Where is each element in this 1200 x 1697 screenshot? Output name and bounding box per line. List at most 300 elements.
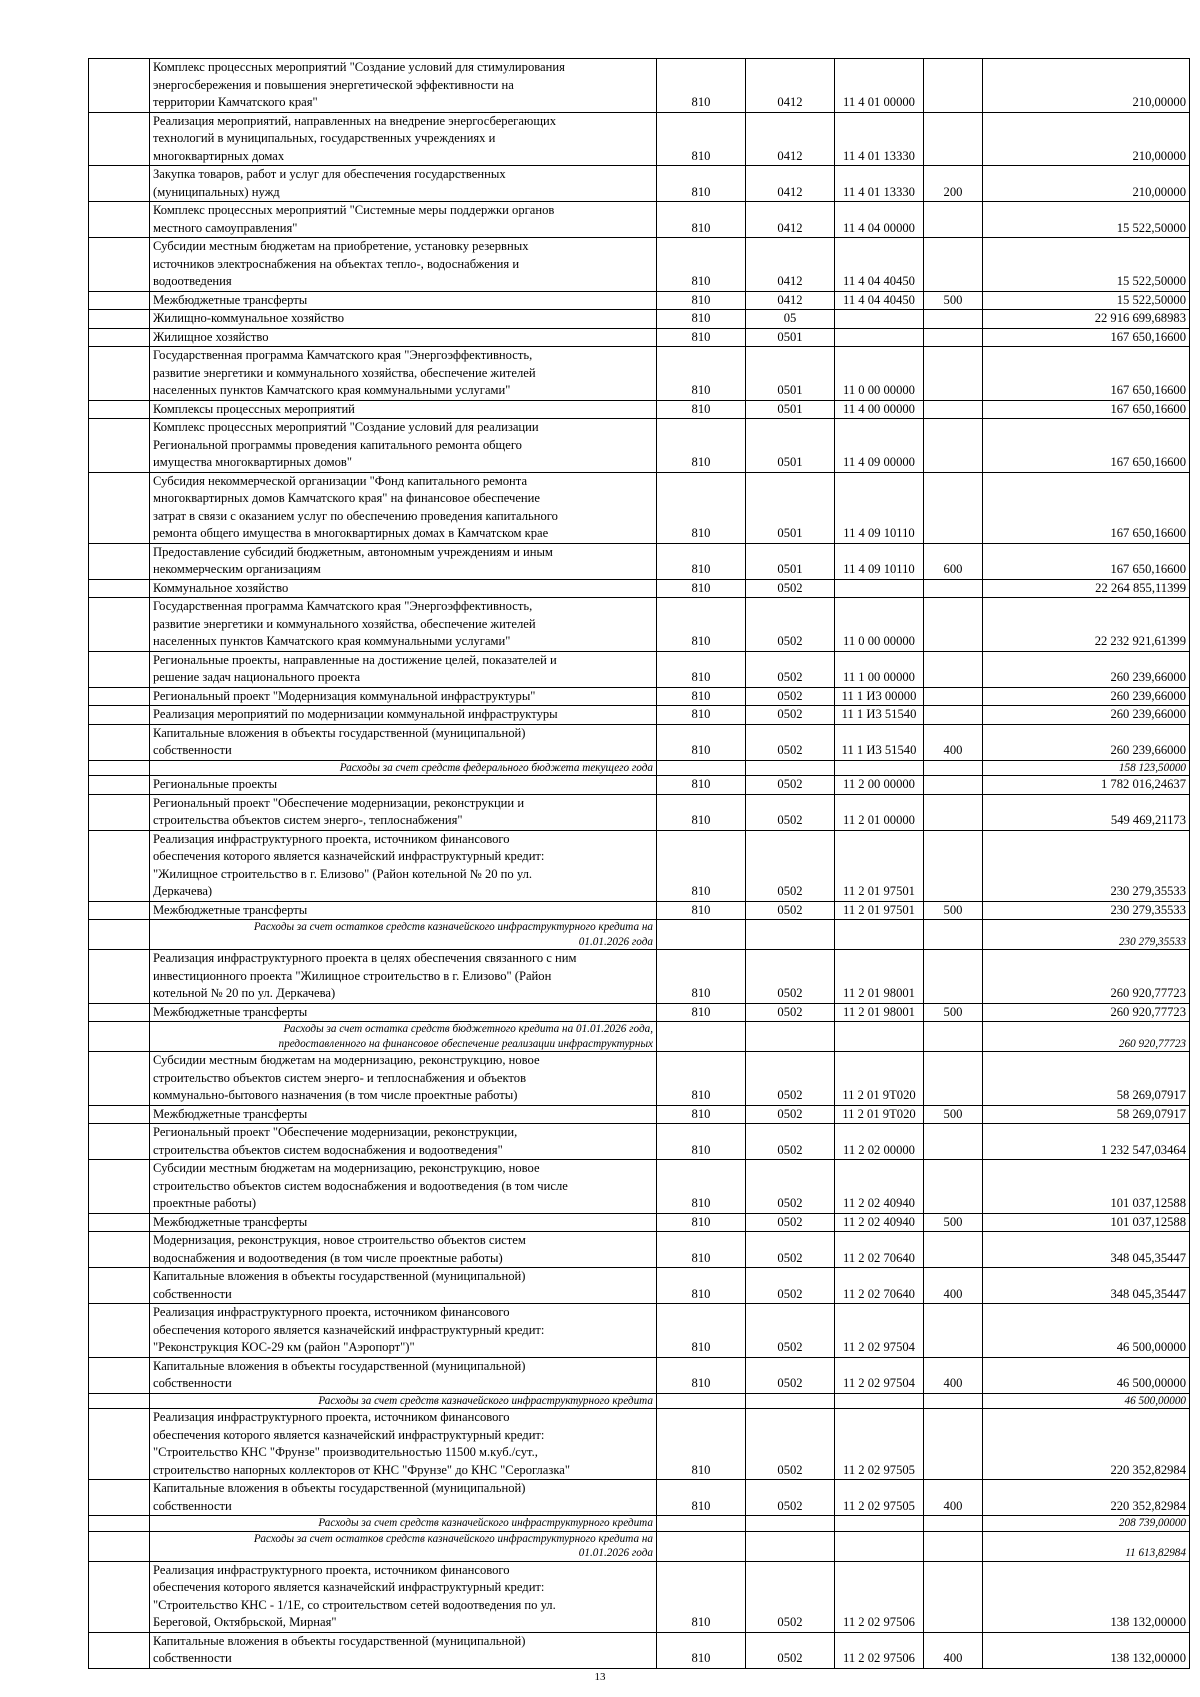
row-index-cell bbox=[89, 1105, 150, 1124]
table-row bbox=[89, 1213, 1190, 1232]
row-index-cell bbox=[89, 1393, 150, 1409]
table-row bbox=[89, 1003, 1190, 1022]
target-article-cell: 11 4 09 00000 bbox=[835, 419, 924, 473]
target-article-cell bbox=[835, 328, 924, 347]
table-row-note bbox=[89, 760, 1190, 776]
section-code-cell: 0502 bbox=[746, 1268, 835, 1304]
section-code-cell: 0502 bbox=[746, 1632, 835, 1668]
row-index-cell bbox=[89, 59, 150, 113]
expense-type-cell: 500 bbox=[924, 1003, 983, 1022]
expense-type-cell: 600 bbox=[924, 543, 983, 579]
table-row-note bbox=[89, 1531, 1190, 1561]
expense-type-cell bbox=[924, 328, 983, 347]
grbs-code-cell: 810 bbox=[657, 112, 746, 166]
section-code-cell: 05 bbox=[746, 310, 835, 329]
amount-cell: 15 522,50000 bbox=[983, 202, 1190, 238]
expense-type-cell bbox=[924, 794, 983, 830]
grbs-code-cell: 810 bbox=[657, 472, 746, 543]
amount-cell: 210,00000 bbox=[983, 166, 1190, 202]
budget-table-page bbox=[88, 58, 1186, 1669]
expense-type-cell bbox=[924, 1304, 983, 1358]
section-code-cell bbox=[746, 1393, 835, 1409]
row-index-cell bbox=[89, 1052, 150, 1106]
target-article-cell bbox=[835, 1516, 924, 1532]
expense-type-cell: 400 bbox=[924, 1357, 983, 1393]
section-code-cell: 0502 bbox=[746, 651, 835, 687]
target-article-cell: 11 2 02 97505 bbox=[835, 1409, 924, 1480]
target-article-cell: 11 2 02 40940 bbox=[835, 1160, 924, 1214]
expense-name-cell: Капитальные вложения в объекты государственной (муниципальной) собственности bbox=[150, 724, 657, 760]
table-row bbox=[89, 1632, 1190, 1668]
target-article-cell bbox=[835, 1393, 924, 1409]
section-code-cell: 0501 bbox=[746, 328, 835, 347]
amount-cell: 46 500,00000 bbox=[983, 1304, 1190, 1358]
amount-cell: 138 132,00000 bbox=[983, 1561, 1190, 1632]
table-row bbox=[89, 166, 1190, 202]
section-code-cell: 0502 bbox=[746, 579, 835, 598]
amount-cell: 260 239,66000 bbox=[983, 651, 1190, 687]
table-row bbox=[89, 1480, 1190, 1516]
expense-type-cell bbox=[924, 1124, 983, 1160]
expense-name-cell: Реализация инфраструктурного проекта в целях обеспечения связанного с ним инвестиционного проекта "Жилищное строительство в г. Елизово" (Район котельной № 20 по ул. Деркачева) bbox=[150, 950, 657, 1004]
table-row-note bbox=[89, 1516, 1190, 1532]
grbs-code-cell bbox=[657, 1516, 746, 1532]
amount-cell: 11 613,82984 bbox=[983, 1531, 1190, 1561]
target-article-cell: 11 4 01 00000 bbox=[835, 59, 924, 113]
target-article-cell bbox=[835, 1022, 924, 1052]
row-index-cell bbox=[89, 347, 150, 401]
expense-type-cell bbox=[924, 920, 983, 950]
expense-name-cell: Межбюджетные трансферты bbox=[150, 1213, 657, 1232]
table-row bbox=[89, 1160, 1190, 1214]
target-article-cell bbox=[835, 1531, 924, 1561]
grbs-code-cell: 810 bbox=[657, 1409, 746, 1480]
target-article-cell: 11 2 01 98001 bbox=[835, 1003, 924, 1022]
row-index-cell bbox=[89, 776, 150, 795]
target-article-cell: 11 2 02 70640 bbox=[835, 1232, 924, 1268]
expense-name-cell: Капитальные вложения в объекты государственной (муниципальной) собственности bbox=[150, 1480, 657, 1516]
target-article-cell: 11 4 04 40450 bbox=[835, 291, 924, 310]
table-row-note bbox=[89, 920, 1190, 950]
amount-cell: 260 239,66000 bbox=[983, 687, 1190, 706]
amount-cell: 549 469,21173 bbox=[983, 794, 1190, 830]
row-index-cell bbox=[89, 112, 150, 166]
grbs-code-cell: 810 bbox=[657, 1268, 746, 1304]
row-index-cell bbox=[89, 830, 150, 901]
table-row bbox=[89, 724, 1190, 760]
expense-name-cell: Комплекс процессных мероприятий "Создание условий для стимулирования энергосбережения и повышения энергетической эффективности на территории Камчатского края" bbox=[150, 59, 657, 113]
row-index-cell bbox=[89, 1124, 150, 1160]
amount-cell: 220 352,82984 bbox=[983, 1409, 1190, 1480]
expense-type-cell: 500 bbox=[924, 901, 983, 920]
amount-cell: 260 239,66000 bbox=[983, 724, 1190, 760]
row-index-cell bbox=[89, 543, 150, 579]
target-article-cell: 11 4 04 40450 bbox=[835, 238, 924, 292]
expense-type-cell bbox=[924, 1561, 983, 1632]
expense-type-cell bbox=[924, 651, 983, 687]
expense-type-cell bbox=[924, 1516, 983, 1532]
amount-cell: 1 232 547,03464 bbox=[983, 1124, 1190, 1160]
row-index-cell bbox=[89, 950, 150, 1004]
amount-cell: 22 232 921,61399 bbox=[983, 598, 1190, 652]
row-index-cell bbox=[89, 598, 150, 652]
expense-type-cell bbox=[924, 59, 983, 113]
section-code-cell: 0502 bbox=[746, 1357, 835, 1393]
row-index-cell bbox=[89, 651, 150, 687]
target-article-cell bbox=[835, 310, 924, 329]
row-index-cell bbox=[89, 238, 150, 292]
section-code-cell: 0412 bbox=[746, 238, 835, 292]
expense-name-cell: Субсидии местным бюджетам на модернизацию, реконструкцию, новое строительство объектов систем энерго- и теплоснабжения и объектов коммунально-бытового назначения (в том числе проектные работы) bbox=[150, 1052, 657, 1106]
section-code-cell: 0502 bbox=[746, 901, 835, 920]
expense-name-cell: Региональный проект "Модернизация коммунальной инфраструктуры" bbox=[150, 687, 657, 706]
expense-name-cell: Модернизация, реконструкция, новое строительство объектов систем водоснабжения и водоотведения (в том числе проектные работы) bbox=[150, 1232, 657, 1268]
table-row bbox=[89, 776, 1190, 795]
target-article-cell: 11 0 00 00000 bbox=[835, 347, 924, 401]
target-article-cell: 11 1 00 00000 bbox=[835, 651, 924, 687]
amount-cell: 220 352,82984 bbox=[983, 1480, 1190, 1516]
target-article-cell: 11 4 00 00000 bbox=[835, 400, 924, 419]
section-code-cell: 0501 bbox=[746, 347, 835, 401]
expense-type-cell bbox=[924, 347, 983, 401]
section-code-cell bbox=[746, 920, 835, 950]
expense-type-cell bbox=[924, 687, 983, 706]
amount-cell: 167 650,16600 bbox=[983, 472, 1190, 543]
expense-name-cell: Межбюджетные трансферты bbox=[150, 901, 657, 920]
grbs-code-cell: 810 bbox=[657, 347, 746, 401]
amount-cell: 260 239,66000 bbox=[983, 706, 1190, 725]
table-row bbox=[89, 202, 1190, 238]
grbs-code-cell: 810 bbox=[657, 724, 746, 760]
row-index-cell bbox=[89, 1531, 150, 1561]
grbs-code-cell bbox=[657, 1393, 746, 1409]
amount-cell: 46 500,00000 bbox=[983, 1393, 1190, 1409]
row-index-cell bbox=[89, 901, 150, 920]
section-code-cell: 0501 bbox=[746, 543, 835, 579]
target-article-cell: 11 1 И3 00000 bbox=[835, 687, 924, 706]
target-article-cell: 11 2 01 00000 bbox=[835, 794, 924, 830]
grbs-code-cell: 810 bbox=[657, 950, 746, 1004]
row-index-cell bbox=[89, 1516, 150, 1532]
table-row bbox=[89, 1357, 1190, 1393]
expense-name-cell: Государственная программа Камчатского края "Энергоэффективность, развитие энергетики и коммунального хозяйства, обеспечение жителей населенных пунктов Камчатского края коммунальными услугами" bbox=[150, 598, 657, 652]
grbs-code-cell: 810 bbox=[657, 598, 746, 652]
row-index-cell bbox=[89, 1357, 150, 1393]
row-index-cell bbox=[89, 920, 150, 950]
section-code-cell bbox=[746, 760, 835, 776]
expense-type-cell: 200 bbox=[924, 166, 983, 202]
table-row bbox=[89, 1232, 1190, 1268]
section-code-cell: 0502 bbox=[746, 776, 835, 795]
section-code-cell: 0502 bbox=[746, 1160, 835, 1214]
grbs-code-cell: 810 bbox=[657, 830, 746, 901]
section-code-cell: 0501 bbox=[746, 400, 835, 419]
expense-type-cell bbox=[924, 1052, 983, 1106]
row-index-cell bbox=[89, 472, 150, 543]
section-code-cell: 0502 bbox=[746, 598, 835, 652]
row-index-cell bbox=[89, 1632, 150, 1668]
table-row bbox=[89, 347, 1190, 401]
section-code-cell: 0412 bbox=[746, 166, 835, 202]
amount-cell: 101 037,12588 bbox=[983, 1213, 1190, 1232]
row-index-cell bbox=[89, 1003, 150, 1022]
budget-table-body bbox=[89, 59, 1190, 1669]
amount-cell: 348 045,35447 bbox=[983, 1268, 1190, 1304]
expense-type-cell bbox=[924, 1531, 983, 1561]
section-code-cell: 0412 bbox=[746, 202, 835, 238]
amount-cell: 210,00000 bbox=[983, 59, 1190, 113]
expense-name-cell: Расходы за счет остатков средств казначейского инфраструктурного кредита на 01.01.2026 года bbox=[150, 1531, 657, 1561]
grbs-code-cell: 810 bbox=[657, 794, 746, 830]
expense-name-cell: Комплекс процессных мероприятий "Создание условий для реализации Региональной программы проведения капитального ремонта общего имущества многоквартирных домов" bbox=[150, 419, 657, 473]
table-row bbox=[89, 1124, 1190, 1160]
target-article-cell: 11 0 00 00000 bbox=[835, 598, 924, 652]
amount-cell: 46 500,00000 bbox=[983, 1357, 1190, 1393]
grbs-code-cell: 810 bbox=[657, 706, 746, 725]
target-article-cell: 11 2 00 00000 bbox=[835, 776, 924, 795]
expense-type-cell: 500 bbox=[924, 291, 983, 310]
section-code-cell: 0502 bbox=[746, 950, 835, 1004]
table-row bbox=[89, 598, 1190, 652]
grbs-code-cell: 810 bbox=[657, 328, 746, 347]
target-article-cell: 11 2 02 97506 bbox=[835, 1561, 924, 1632]
amount-cell: 158 123,50000 bbox=[983, 760, 1190, 776]
grbs-code-cell: 810 bbox=[657, 1304, 746, 1358]
grbs-code-cell: 810 bbox=[657, 166, 746, 202]
grbs-code-cell: 810 bbox=[657, 238, 746, 292]
expense-name-cell: Реализация мероприятий, направленных на внедрение энергосберегающих технологий в муниципальных, государственных учреждениях и многоквартирных домах bbox=[150, 112, 657, 166]
amount-cell: 260 920,77723 bbox=[983, 950, 1190, 1004]
table-row bbox=[89, 419, 1190, 473]
expense-type-cell bbox=[924, 400, 983, 419]
grbs-code-cell: 810 bbox=[657, 1561, 746, 1632]
amount-cell: 58 269,07917 bbox=[983, 1105, 1190, 1124]
grbs-code-cell: 810 bbox=[657, 1480, 746, 1516]
amount-cell: 15 522,50000 bbox=[983, 291, 1190, 310]
row-index-cell bbox=[89, 1561, 150, 1632]
expense-name-cell: Реализация мероприятий по модернизации коммунальной инфраструктуры bbox=[150, 706, 657, 725]
expense-name-cell: Коммунальное хозяйство bbox=[150, 579, 657, 598]
expense-name-cell: Расходы за счет средств казначейского инфраструктурного кредита bbox=[150, 1516, 657, 1532]
row-index-cell bbox=[89, 706, 150, 725]
section-code-cell: 0502 bbox=[746, 830, 835, 901]
expense-name-cell: Расходы за счет остатка средств бюджетного кредита на 01.01.2026 года, предоставленного на финансовое обеспечение реализации инфраструктурных bbox=[150, 1022, 657, 1052]
amount-cell: 15 522,50000 bbox=[983, 238, 1190, 292]
expense-type-cell: 500 bbox=[924, 1105, 983, 1124]
expense-type-cell: 400 bbox=[924, 1268, 983, 1304]
section-code-cell: 0502 bbox=[746, 1105, 835, 1124]
section-code-cell bbox=[746, 1516, 835, 1532]
amount-cell: 230 279,35533 bbox=[983, 920, 1190, 950]
expense-name-cell: Межбюджетные трансферты bbox=[150, 291, 657, 310]
expense-type-cell bbox=[924, 706, 983, 725]
target-article-cell: 11 2 02 97505 bbox=[835, 1480, 924, 1516]
table-row bbox=[89, 238, 1190, 292]
table-row bbox=[89, 651, 1190, 687]
expense-name-cell: Предоставление субсидий бюджетным, автономным учреждениям и иным некоммерческим организациям bbox=[150, 543, 657, 579]
target-article-cell: 11 2 02 70640 bbox=[835, 1268, 924, 1304]
expense-type-cell bbox=[924, 579, 983, 598]
table-row-note bbox=[89, 1022, 1190, 1052]
target-article-cell: 11 4 09 10110 bbox=[835, 543, 924, 579]
expense-type-cell bbox=[924, 310, 983, 329]
expense-type-cell bbox=[924, 238, 983, 292]
target-article-cell bbox=[835, 760, 924, 776]
section-code-cell: 0412 bbox=[746, 59, 835, 113]
amount-cell: 260 920,77723 bbox=[983, 1022, 1190, 1052]
table-row bbox=[89, 112, 1190, 166]
grbs-code-cell: 810 bbox=[657, 1213, 746, 1232]
target-article-cell: 11 2 02 97504 bbox=[835, 1304, 924, 1358]
table-row bbox=[89, 310, 1190, 329]
expense-name-cell: Межбюджетные трансферты bbox=[150, 1003, 657, 1022]
expense-type-cell bbox=[924, 202, 983, 238]
expense-name-cell: Субсидии местным бюджетам на приобретение, установку резервных источников электроснабжения на объектах тепло-, водоснабжения и водоотведения bbox=[150, 238, 657, 292]
section-code-cell: 0501 bbox=[746, 472, 835, 543]
table-row bbox=[89, 400, 1190, 419]
section-code-cell: 0502 bbox=[746, 1052, 835, 1106]
grbs-code-cell: 810 bbox=[657, 419, 746, 473]
grbs-code-cell: 810 bbox=[657, 291, 746, 310]
amount-cell: 208 739,00000 bbox=[983, 1516, 1190, 1532]
table-row bbox=[89, 543, 1190, 579]
target-article-cell: 11 1 И3 51540 bbox=[835, 706, 924, 725]
expense-name-cell: Реализация инфраструктурного проекта, источником финансового обеспечения которого является казначейский инфраструктурный кредит: "Реконструкция КОС-29 км (район "Аэропорт")" bbox=[150, 1304, 657, 1358]
expense-type-cell bbox=[924, 950, 983, 1004]
grbs-code-cell: 810 bbox=[657, 1052, 746, 1106]
expense-type-cell bbox=[924, 472, 983, 543]
expense-name-cell: Реализация инфраструктурного проекта, источником финансового обеспечения которого является казначейский инфраструктурный кредит: "Жилищное строительство в г. Елизово" (Район котельной № 20 по ул. Деркачева) bbox=[150, 830, 657, 901]
expense-name-cell: Региональные проекты bbox=[150, 776, 657, 795]
expense-name-cell: Расходы за счет средств федерального бюджета текущего года bbox=[150, 760, 657, 776]
expense-name-cell: Субсидии местным бюджетам на модернизацию, реконструкцию, новое строительство объектов систем водоснабжения и водоотведения (в том числе проектные работы) bbox=[150, 1160, 657, 1214]
section-code-cell: 0502 bbox=[746, 794, 835, 830]
target-article-cell: 11 2 01 9Т020 bbox=[835, 1052, 924, 1106]
row-index-cell bbox=[89, 419, 150, 473]
row-index-cell bbox=[89, 202, 150, 238]
target-article-cell: 11 4 01 13330 bbox=[835, 112, 924, 166]
row-index-cell bbox=[89, 1304, 150, 1358]
expense-name-cell: Капитальные вложения в объекты государственной (муниципальной) собственности bbox=[150, 1357, 657, 1393]
table-row bbox=[89, 901, 1190, 920]
expense-type-cell bbox=[924, 419, 983, 473]
row-index-cell bbox=[89, 724, 150, 760]
expense-name-cell: Межбюджетные трансферты bbox=[150, 1105, 657, 1124]
grbs-code-cell: 810 bbox=[657, 579, 746, 598]
amount-cell: 22 264 855,11399 bbox=[983, 579, 1190, 598]
expense-type-cell bbox=[924, 1160, 983, 1214]
row-index-cell bbox=[89, 400, 150, 419]
page-number: 13 bbox=[594, 1671, 606, 1683]
expense-name-cell: Региональные проекты, направленные на достижение целей, показателей и решение задач национального проекта bbox=[150, 651, 657, 687]
section-code-cell: 0502 bbox=[746, 1304, 835, 1358]
amount-cell: 138 132,00000 bbox=[983, 1632, 1190, 1668]
grbs-code-cell: 810 bbox=[657, 1105, 746, 1124]
expense-name-cell: Субсидия некоммерческой организации "Фонд капитального ремонта многоквартирных домов Камчатского края" на финансовое обеспечение затрат в связи с оказанием услуг по обеспечению проведения капитального ремонта общего имущества в многоквартирных домах в Камчатском крае bbox=[150, 472, 657, 543]
target-article-cell: 11 2 01 97501 bbox=[835, 901, 924, 920]
expense-type-cell bbox=[924, 776, 983, 795]
amount-cell: 260 920,77723 bbox=[983, 1003, 1190, 1022]
section-code-cell: 0502 bbox=[746, 1561, 835, 1632]
row-index-cell bbox=[89, 579, 150, 598]
section-code-cell: 0502 bbox=[746, 1124, 835, 1160]
amount-cell: 230 279,35533 bbox=[983, 830, 1190, 901]
expense-name-cell: Расходы за счет остатков средств казначейского инфраструктурного кредита на 01.01.2026 года bbox=[150, 920, 657, 950]
budget-table bbox=[88, 58, 1190, 1669]
amount-cell: 101 037,12588 bbox=[983, 1160, 1190, 1214]
table-row bbox=[89, 1561, 1190, 1632]
expense-type-cell bbox=[924, 830, 983, 901]
section-code-cell: 0502 bbox=[746, 1409, 835, 1480]
row-index-cell bbox=[89, 1213, 150, 1232]
target-article-cell: 11 2 02 00000 bbox=[835, 1124, 924, 1160]
amount-cell: 230 279,35533 bbox=[983, 901, 1190, 920]
table-row bbox=[89, 1304, 1190, 1358]
expense-type-cell bbox=[924, 1409, 983, 1480]
expense-type-cell bbox=[924, 1393, 983, 1409]
grbs-code-cell: 810 bbox=[657, 901, 746, 920]
target-article-cell bbox=[835, 920, 924, 950]
table-row bbox=[89, 328, 1190, 347]
amount-cell: 167 650,16600 bbox=[983, 543, 1190, 579]
amount-cell: 22 916 699,68983 bbox=[983, 310, 1190, 329]
section-code-cell bbox=[746, 1531, 835, 1561]
expense-type-cell bbox=[924, 1022, 983, 1052]
section-code-cell: 0502 bbox=[746, 1213, 835, 1232]
expense-name-cell: Реализация инфраструктурного проекта, источником финансового обеспечения которого является казначейский инфраструктурный кредит: "Строительство КНС "Фрунзе" производительностью 11500 м.куб./сут., строительство напорных коллекторов от КНС "Фрунзе" до КНС "Сероглазка" bbox=[150, 1409, 657, 1480]
expense-name-cell: Закупка товаров, работ и услуг для обеспечения государственных (муниципальных) нужд bbox=[150, 166, 657, 202]
table-row bbox=[89, 687, 1190, 706]
table-row bbox=[89, 579, 1190, 598]
table-row bbox=[89, 1268, 1190, 1304]
section-code-cell: 0502 bbox=[746, 1232, 835, 1268]
row-index-cell bbox=[89, 794, 150, 830]
grbs-code-cell bbox=[657, 920, 746, 950]
amount-cell: 167 650,16600 bbox=[983, 400, 1190, 419]
row-index-cell bbox=[89, 1480, 150, 1516]
expense-type-cell: 500 bbox=[924, 1213, 983, 1232]
expense-type-cell bbox=[924, 112, 983, 166]
target-article-cell: 11 4 09 10110 bbox=[835, 472, 924, 543]
target-article-cell: 11 2 02 40940 bbox=[835, 1213, 924, 1232]
grbs-code-cell: 810 bbox=[657, 543, 746, 579]
row-index-cell bbox=[89, 1268, 150, 1304]
row-index-cell bbox=[89, 166, 150, 202]
section-code-cell: 0412 bbox=[746, 291, 835, 310]
table-row bbox=[89, 1409, 1190, 1480]
row-index-cell bbox=[89, 1409, 150, 1480]
grbs-code-cell bbox=[657, 1531, 746, 1561]
amount-cell: 210,00000 bbox=[983, 112, 1190, 166]
expense-name-cell: Расходы за счет средств казначейского инфраструктурного кредита bbox=[150, 1393, 657, 1409]
row-index-cell bbox=[89, 1232, 150, 1268]
target-article-cell bbox=[835, 579, 924, 598]
table-row-note bbox=[89, 1393, 1190, 1409]
expense-type-cell: 400 bbox=[924, 1480, 983, 1516]
target-article-cell: 11 1 И3 51540 bbox=[835, 724, 924, 760]
amount-cell: 1 782 016,24637 bbox=[983, 776, 1190, 795]
table-row bbox=[89, 830, 1190, 901]
amount-cell: 167 650,16600 bbox=[983, 347, 1190, 401]
row-index-cell bbox=[89, 760, 150, 776]
amount-cell: 167 650,16600 bbox=[983, 328, 1190, 347]
section-code-cell bbox=[746, 1022, 835, 1052]
expense-name-cell: Государственная программа Камчатского края "Энергоэффективность, развитие энергетики и коммунального хозяйства, обеспечение жителей населенных пунктов Камчатского края коммунальными услугами" bbox=[150, 347, 657, 401]
expense-name-cell: Реализация инфраструктурного проекта, источником финансового обеспечения которого является казначейский инфраструктурный кредит: "Строительство КНС - 1/1Е, со строительством сетей водоотведения по ул. Береговой, Октябрьской, Мирная" bbox=[150, 1561, 657, 1632]
table-row bbox=[89, 59, 1190, 113]
row-index-cell bbox=[89, 1022, 150, 1052]
expense-type-cell bbox=[924, 598, 983, 652]
